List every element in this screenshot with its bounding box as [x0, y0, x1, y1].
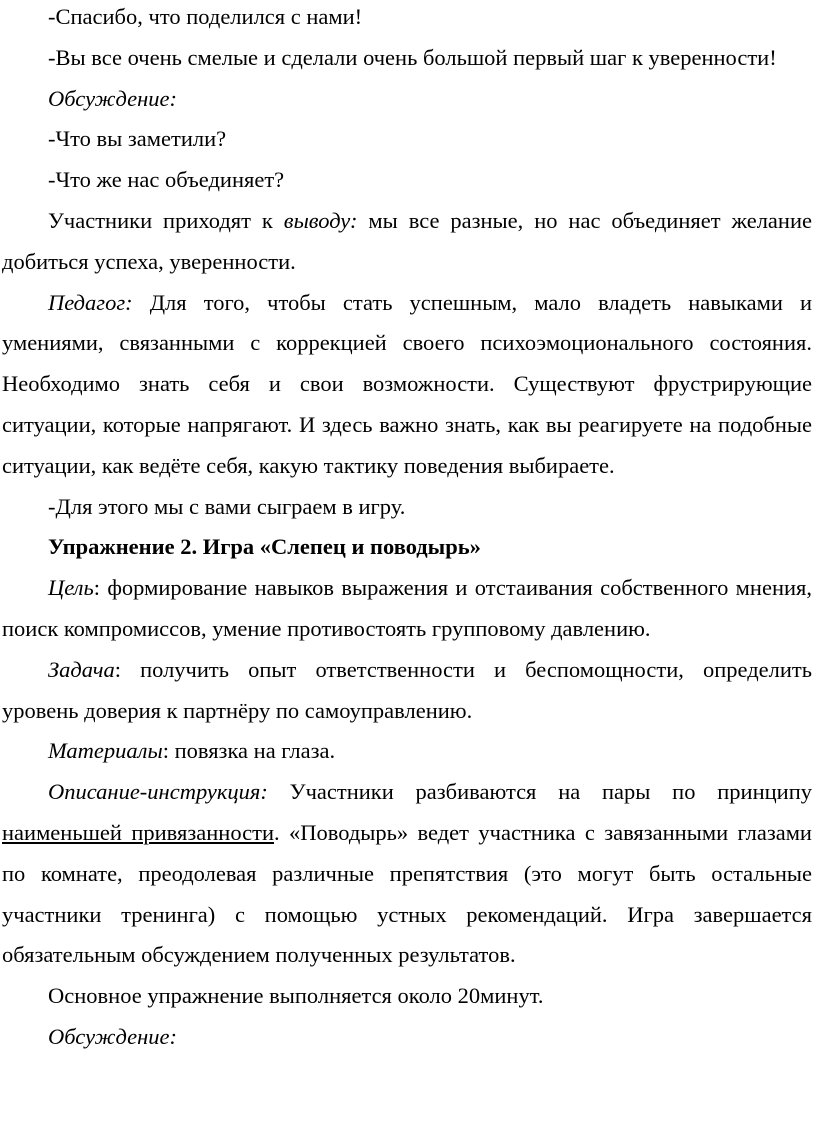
goal-text: : формирование навыков выражения и отстаивания собственного мнения, поиск компромиссов, умение противостоять групповому давлению.	[2, 575, 812, 641]
paragraph-discussion-label	[2, 79, 812, 120]
paragraph-question-2	[2, 160, 812, 201]
paragraph-materials	[2, 731, 812, 772]
conclusion-italic: выводу:	[283, 207, 358, 233]
materials-label: Материалы	[48, 738, 163, 764]
teacher-label: Педагог:	[48, 289, 133, 315]
paragraph-conclusion	[2, 201, 812, 283]
goal-label: Цель	[48, 575, 94, 601]
paragraph-goal	[2, 568, 812, 650]
materials-text: : повязка на глаза.	[162, 738, 336, 764]
paragraph-play-game	[2, 487, 812, 528]
discussion-label: Обсуждение:	[48, 85, 177, 111]
conclusion-lead: Участники приходят к	[48, 207, 284, 233]
description-label: Описание-инструкция:	[48, 779, 268, 805]
task-text: : получить опыт ответственности и беспомощности, определить уровень доверия к партнёру по самоуправлению.	[2, 656, 812, 723]
play-game-text: -Для этого мы с вами сыграем в игру.	[48, 493, 406, 519]
description-underlined: наименьшей привязанности	[2, 819, 274, 845]
question-2: -Что же нас объединяет?	[48, 167, 285, 193]
paragraph-question-1	[2, 119, 812, 160]
paragraph-task	[2, 650, 812, 732]
paragraph-brave	[2, 38, 812, 79]
thanks-text: -Спасибо, что поделился с нами!	[48, 4, 363, 29]
task-label: Задача	[48, 656, 115, 682]
brave-text: -Вы все очень смелые и сделали очень большой первый шаг к уверенности!	[48, 44, 777, 70]
description-text: . «Поводырь» ведет участника с завязанными глазами по комнате, преодолевая различные препятствия (это могут быть остальные участники тренинга) с помощью устных рекомендаций. Игра завершается обязательным обсуждением полученных результатов.	[2, 819, 812, 968]
description-lead: Участники разбиваются на пары по принципу	[267, 779, 812, 805]
paragraph-discussion-2	[2, 1017, 812, 1058]
duration-text: Основное упражнение выполняется около 20минут.	[48, 983, 544, 1009]
paragraph-teacher	[2, 283, 812, 487]
conclusion-text: мы все разные, но нас объединяет желание добиться успеха, уверенности.	[2, 207, 812, 274]
exercise-heading-text: Упражнение 2. Игра «Слепец и поводырь»	[48, 534, 481, 560]
paragraph-thanks	[2, 0, 812, 38]
paragraph-duration	[2, 976, 812, 1017]
paragraph-description	[2, 772, 812, 976]
exercise-heading	[2, 527, 812, 568]
question-1: -Что вы заметили?	[48, 126, 227, 152]
discussion-2-label: Обсуждение:	[48, 1023, 177, 1049]
teacher-text: Для того, чтобы стать успешным, мало владеть навыками и умениями, связанными с коррекцией своего психоэмоционального состояния. Необходимо знать себя и свои возможности. Существуют фрустрирующие ситуации, которые напрягают. И здесь важно знать, как вы реагируете на подобные ситуации, как ведёте себя, какую тактику поведения выбираете.	[2, 289, 812, 478]
